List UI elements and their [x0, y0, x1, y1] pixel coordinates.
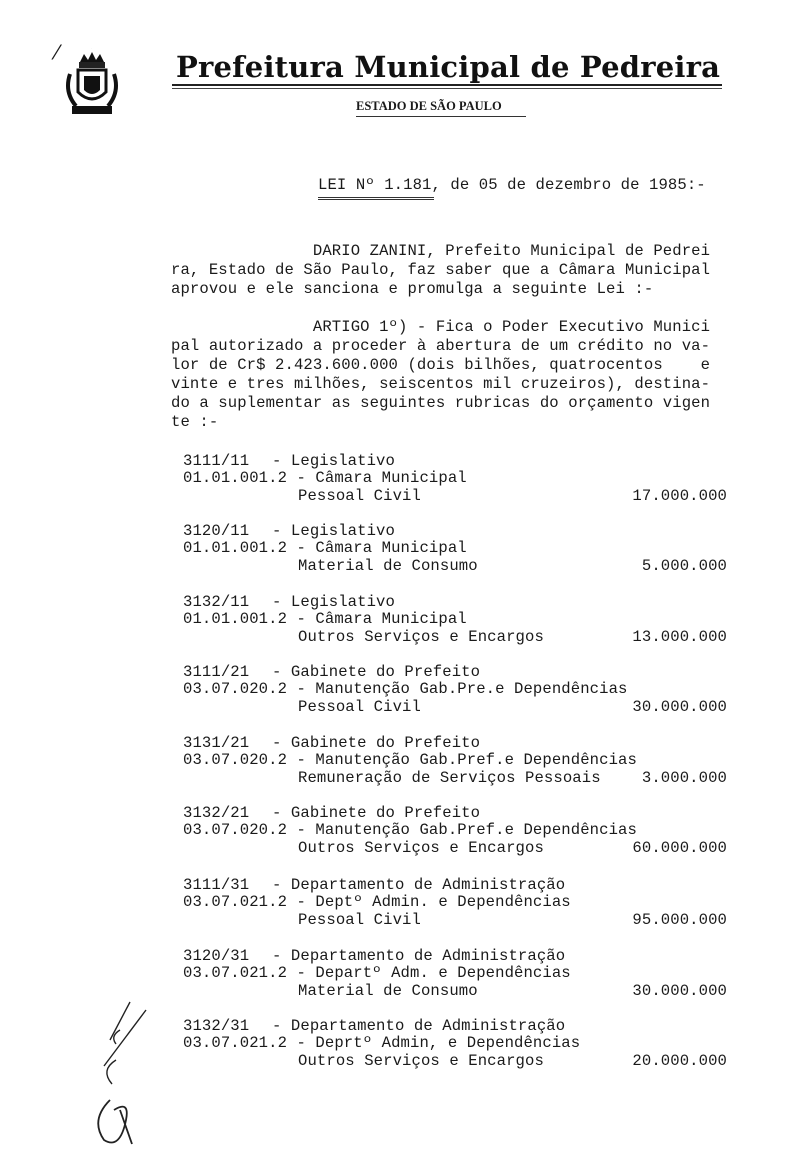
entry-code: 3111/31 [183, 876, 250, 894]
entry-amount: 17.000.000 [632, 487, 727, 505]
entry-amount: 95.000.000 [632, 911, 727, 929]
entry-unit: - Gabinete do Prefeito [272, 734, 481, 752]
law-title-underline [318, 197, 434, 200]
entry-code: 3111/21 [183, 663, 250, 681]
entry-unit: - Gabinete do Prefeito [272, 804, 481, 822]
entry-amount: 13.000.000 [632, 628, 727, 646]
entry-item: Material de Consumo [298, 982, 478, 1000]
preamble-line: ra, Estado de São Paulo, faz saber que a Câmara Municipal [171, 261, 711, 279]
header-rule-thin [172, 88, 722, 89]
entry-program: 03.07.021.2 - Deprtº Admin, e Dependências [183, 1034, 581, 1052]
entry-item: Outros Serviços e Encargos [298, 839, 544, 857]
entry-program: 03.07.020.2 - Manutenção Gab.Pref.e Dependências [183, 751, 637, 769]
entry-program: 03.07.020.2 - Manutenção Gab.Pref.e Dependências [183, 821, 637, 839]
entry-item: Pessoal Civil [298, 698, 421, 716]
entry-amount: 30.000.000 [632, 698, 727, 716]
entry-unit: - Legislativo [272, 522, 395, 540]
entry-item: Remuneração de Serviços Pessoais [298, 769, 601, 787]
entry-unit: - Legislativo [272, 452, 395, 470]
entry-code: 3111/11 [183, 452, 250, 470]
state-underline [356, 116, 526, 117]
entry-unit: - Departamento de Administração [272, 876, 566, 894]
entry-amount: 3.000.000 [641, 769, 727, 787]
entry-code: 3132/21 [183, 804, 250, 822]
page-title: Prefeitura Municipal de Pedreira [176, 50, 721, 84]
article-line: pal autorizado a proceder à abertura de um crédito no va- [171, 337, 711, 355]
entry-unit: - Departamento de Administração [272, 1017, 566, 1035]
entry-unit: - Legislativo [272, 593, 395, 611]
entry-amount: 60.000.000 [632, 839, 727, 857]
entry-amount: 5.000.000 [641, 557, 727, 575]
entry-code: 3120/31 [183, 947, 250, 965]
entry-program: 03.07.020.2 - Manutenção Gab.Pre.e Dependências [183, 680, 628, 698]
entry-item: Pessoal Civil [298, 487, 421, 505]
entry-code: 3132/31 [183, 1017, 250, 1035]
handwritten-initials [90, 1000, 150, 1150]
entry-program: 03.07.021.2 - Departº Adm. e Dependências [183, 964, 571, 982]
preamble-line: aprovou e ele sanciona e promulga a seguinte Lei :- [171, 280, 654, 298]
article-line: do a suplementar as seguintes rubricas do orçamento vigen [171, 394, 711, 412]
state-subtitle: ESTADO DE SÃO PAULO [356, 99, 502, 113]
article-line: ARTIGO 1º) - Fica o Poder Executivo Munici [171, 318, 711, 336]
preamble-line: DARIO ZANINI, Prefeito Municipal de Pedrei [171, 242, 711, 260]
entry-item: Material de Consumo [298, 557, 478, 575]
entry-amount: 20.000.000 [632, 1052, 727, 1070]
entry-amount: 30.000.000 [632, 982, 727, 1000]
handwritten-mark: ⁄ [55, 40, 59, 64]
entry-item: Pessoal Civil [298, 911, 421, 929]
entry-program: 01.01.001.2 - Câmara Municipal [183, 610, 467, 628]
entry-unit: - Departamento de Administração [272, 947, 566, 965]
article-line: te :- [171, 413, 219, 431]
coat-of-arms-icon [62, 48, 122, 120]
entry-code: 3120/11 [183, 522, 250, 540]
entry-unit: - Gabinete do Prefeito [272, 663, 481, 681]
entry-code: 3132/11 [183, 593, 250, 611]
article-line: lor de Cr$ 2.423.600.000 (dois bilhões, quatrocentos e [171, 356, 711, 374]
law-title: LEI Nº 1.181, de 05 de dezembro de 1985:- [318, 176, 706, 194]
entry-code: 3131/21 [183, 734, 250, 752]
entry-item: Outros Serviços e Encargos [298, 628, 544, 646]
article-line: vinte e tres milhões, seiscentos mil cruzeiros), destina- [171, 375, 711, 393]
entry-program: 03.07.021.2 - Deptº Admin. e Dependências [183, 893, 571, 911]
entry-item: Outros Serviços e Encargos [298, 1052, 544, 1070]
header-rule [172, 84, 722, 86]
entry-program: 01.01.001.2 - Câmara Municipal [183, 539, 467, 557]
entry-program: 01.01.001.2 - Câmara Municipal [183, 469, 467, 487]
